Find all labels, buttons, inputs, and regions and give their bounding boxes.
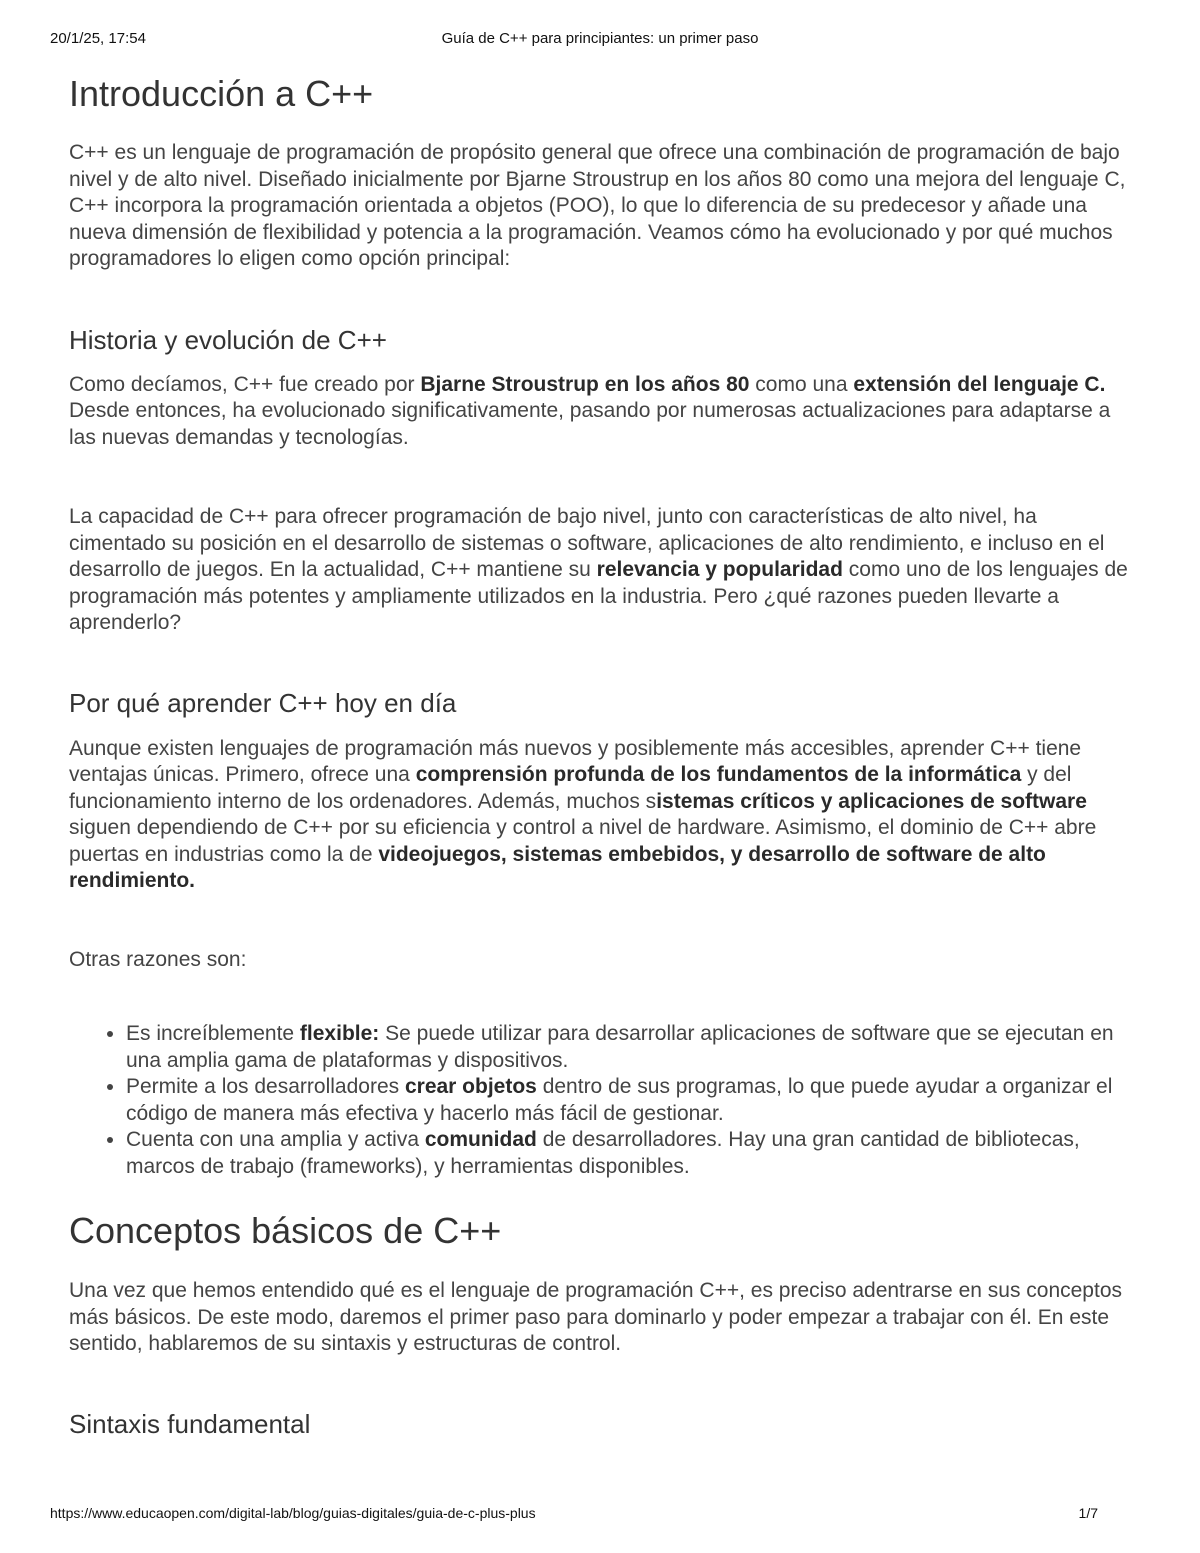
heading-por-que: Por qué aprender C++ hoy en día xyxy=(69,687,457,718)
bold-sistemas-criticos: istemas críticos y aplicaciones de software xyxy=(656,789,1087,813)
otras-razones-label: Otras razones son: xyxy=(69,947,247,971)
page-number: 1/7 xyxy=(1078,1505,1098,1521)
print-date: 20/1/25, 17:54 xyxy=(50,30,146,47)
bold-videojuegos: videojuegos, sistemas embebidos, y desarrollo de software de alto rendimiento. xyxy=(69,842,1046,892)
list-item: • Es increíblemente flexible: Se puede utilizar para desarrollar aplicaciones de software que se ejecutan en una amplia gama de plataformas y dispositivos. xyxy=(126,1021,1131,1074)
bold-extension-c: extensión del lenguaje C. xyxy=(853,372,1106,396)
list-item: • Cuenta con una amplia y activa comunidad de desarrolladores. Hay una gran cantidad de bibliotecas, marcos de trabajo (frameworks), y herramientas disponibles. xyxy=(126,1127,1131,1180)
print-footer xyxy=(50,1505,1150,1525)
print-url[interactable]: https://www.educaopen.com/digital-lab/blog/guias-digitales/guia-de-c-plus-plus xyxy=(50,1505,536,1521)
heading-conceptos-basicos: Conceptos básicos de C++ xyxy=(69,1210,502,1251)
historia-paragraph-1: Como decíamos, C++ fue creado por Bjarne Stroustrup en los años 80 como una extensión del lenguaje C. Desde entonces, ha evolucionado significativamente, pasando por numerosas actualizaciones para adaptarse a las nuevas demandas y tecnologías. xyxy=(69,372,1111,449)
bold-stroustrup: Bjarne Stroustrup en los años 80 xyxy=(420,372,750,396)
heading-introduccion: Introducción a C++ xyxy=(69,73,374,114)
print-header xyxy=(50,30,1150,50)
heading-historia: Historia y evolución de C++ xyxy=(69,324,387,355)
print-page-title: Guía de C++ para principiantes: un primer paso xyxy=(441,30,759,47)
por-que-paragraph: Aunque existen lenguajes de programación más nuevos y posiblemente más accesibles, aprender C++ tiene ventajas únicas. Primero, ofrece una comprensión profunda de los fundamentos de la informática y del funcionamiento interno de los ordenadores. Además, muchos sistemas críticos y aplicaciones de software siguen dependiendo de C++ por su eficiencia y control a nivel de hardware. Asimismo, el dominio de C++ abre puertas en industrias como la de videojuegos, sistemas embebidos, y desarrollo de software de alto rendimiento. xyxy=(69,736,1097,892)
article-content xyxy=(69,72,1131,1440)
bold-comprension: comprensión profunda de los fundamentos de la informática xyxy=(415,763,1022,786)
list-item: • Permite a los desarrolladores crear objetos dentro de sus programas, lo que puede ayudar a organizar el código de manera más efectiva y hacerlo más fácil de gestionar. xyxy=(126,1074,1131,1127)
conceptos-paragraph: Una vez que hemos entendido qué es el lenguaje de programación C++, es preciso adentrarse en sus conceptos más básicos. De este modo, daremos el primer paso para dominarlo y poder empezar a trabajar con él. En este sentido, hablaremos de su sintaxis y estructuras de control. xyxy=(69,1279,1123,1355)
bold-relevancia: relevancia y popularidad xyxy=(596,558,843,581)
heading-sintaxis: Sintaxis fundamental xyxy=(69,1408,311,1439)
intro-paragraph: C++ es un lenguaje de programación de propósito general que ofrece una combinación de programación de bajo nivel y de alto nivel. Diseñado inicialmente por Bjarne Stroustrup en los años 80 como una mejora del lenguaje C, C++ incorpora la programación orientada a objetos (POO), lo que lo diferencia de su predecesor y añade una nueva dimensión de flexibilidad y potencia a la programación. Veamos cómo ha evolucionado y por qué muchos programadores lo eligen como opción principal: xyxy=(69,141,1126,270)
historia-paragraph-2: La capacidad de C++ para ofrecer programación de bajo nivel, junto con características de alto nivel, ha cimentado su posición en el desarrollo de sistemas o software, aplicaciones de alto rendimiento, e incluso en el desarrollo de juegos. En la actualidad, C++ mantiene su relevancia y popularidad como uno de los lenguajes de programación más potentes y ampliamente utilizados en la industria. Pero ¿qué razones pueden llevarte a aprenderlo? xyxy=(69,505,1128,634)
razones-list xyxy=(69,1021,1131,1180)
